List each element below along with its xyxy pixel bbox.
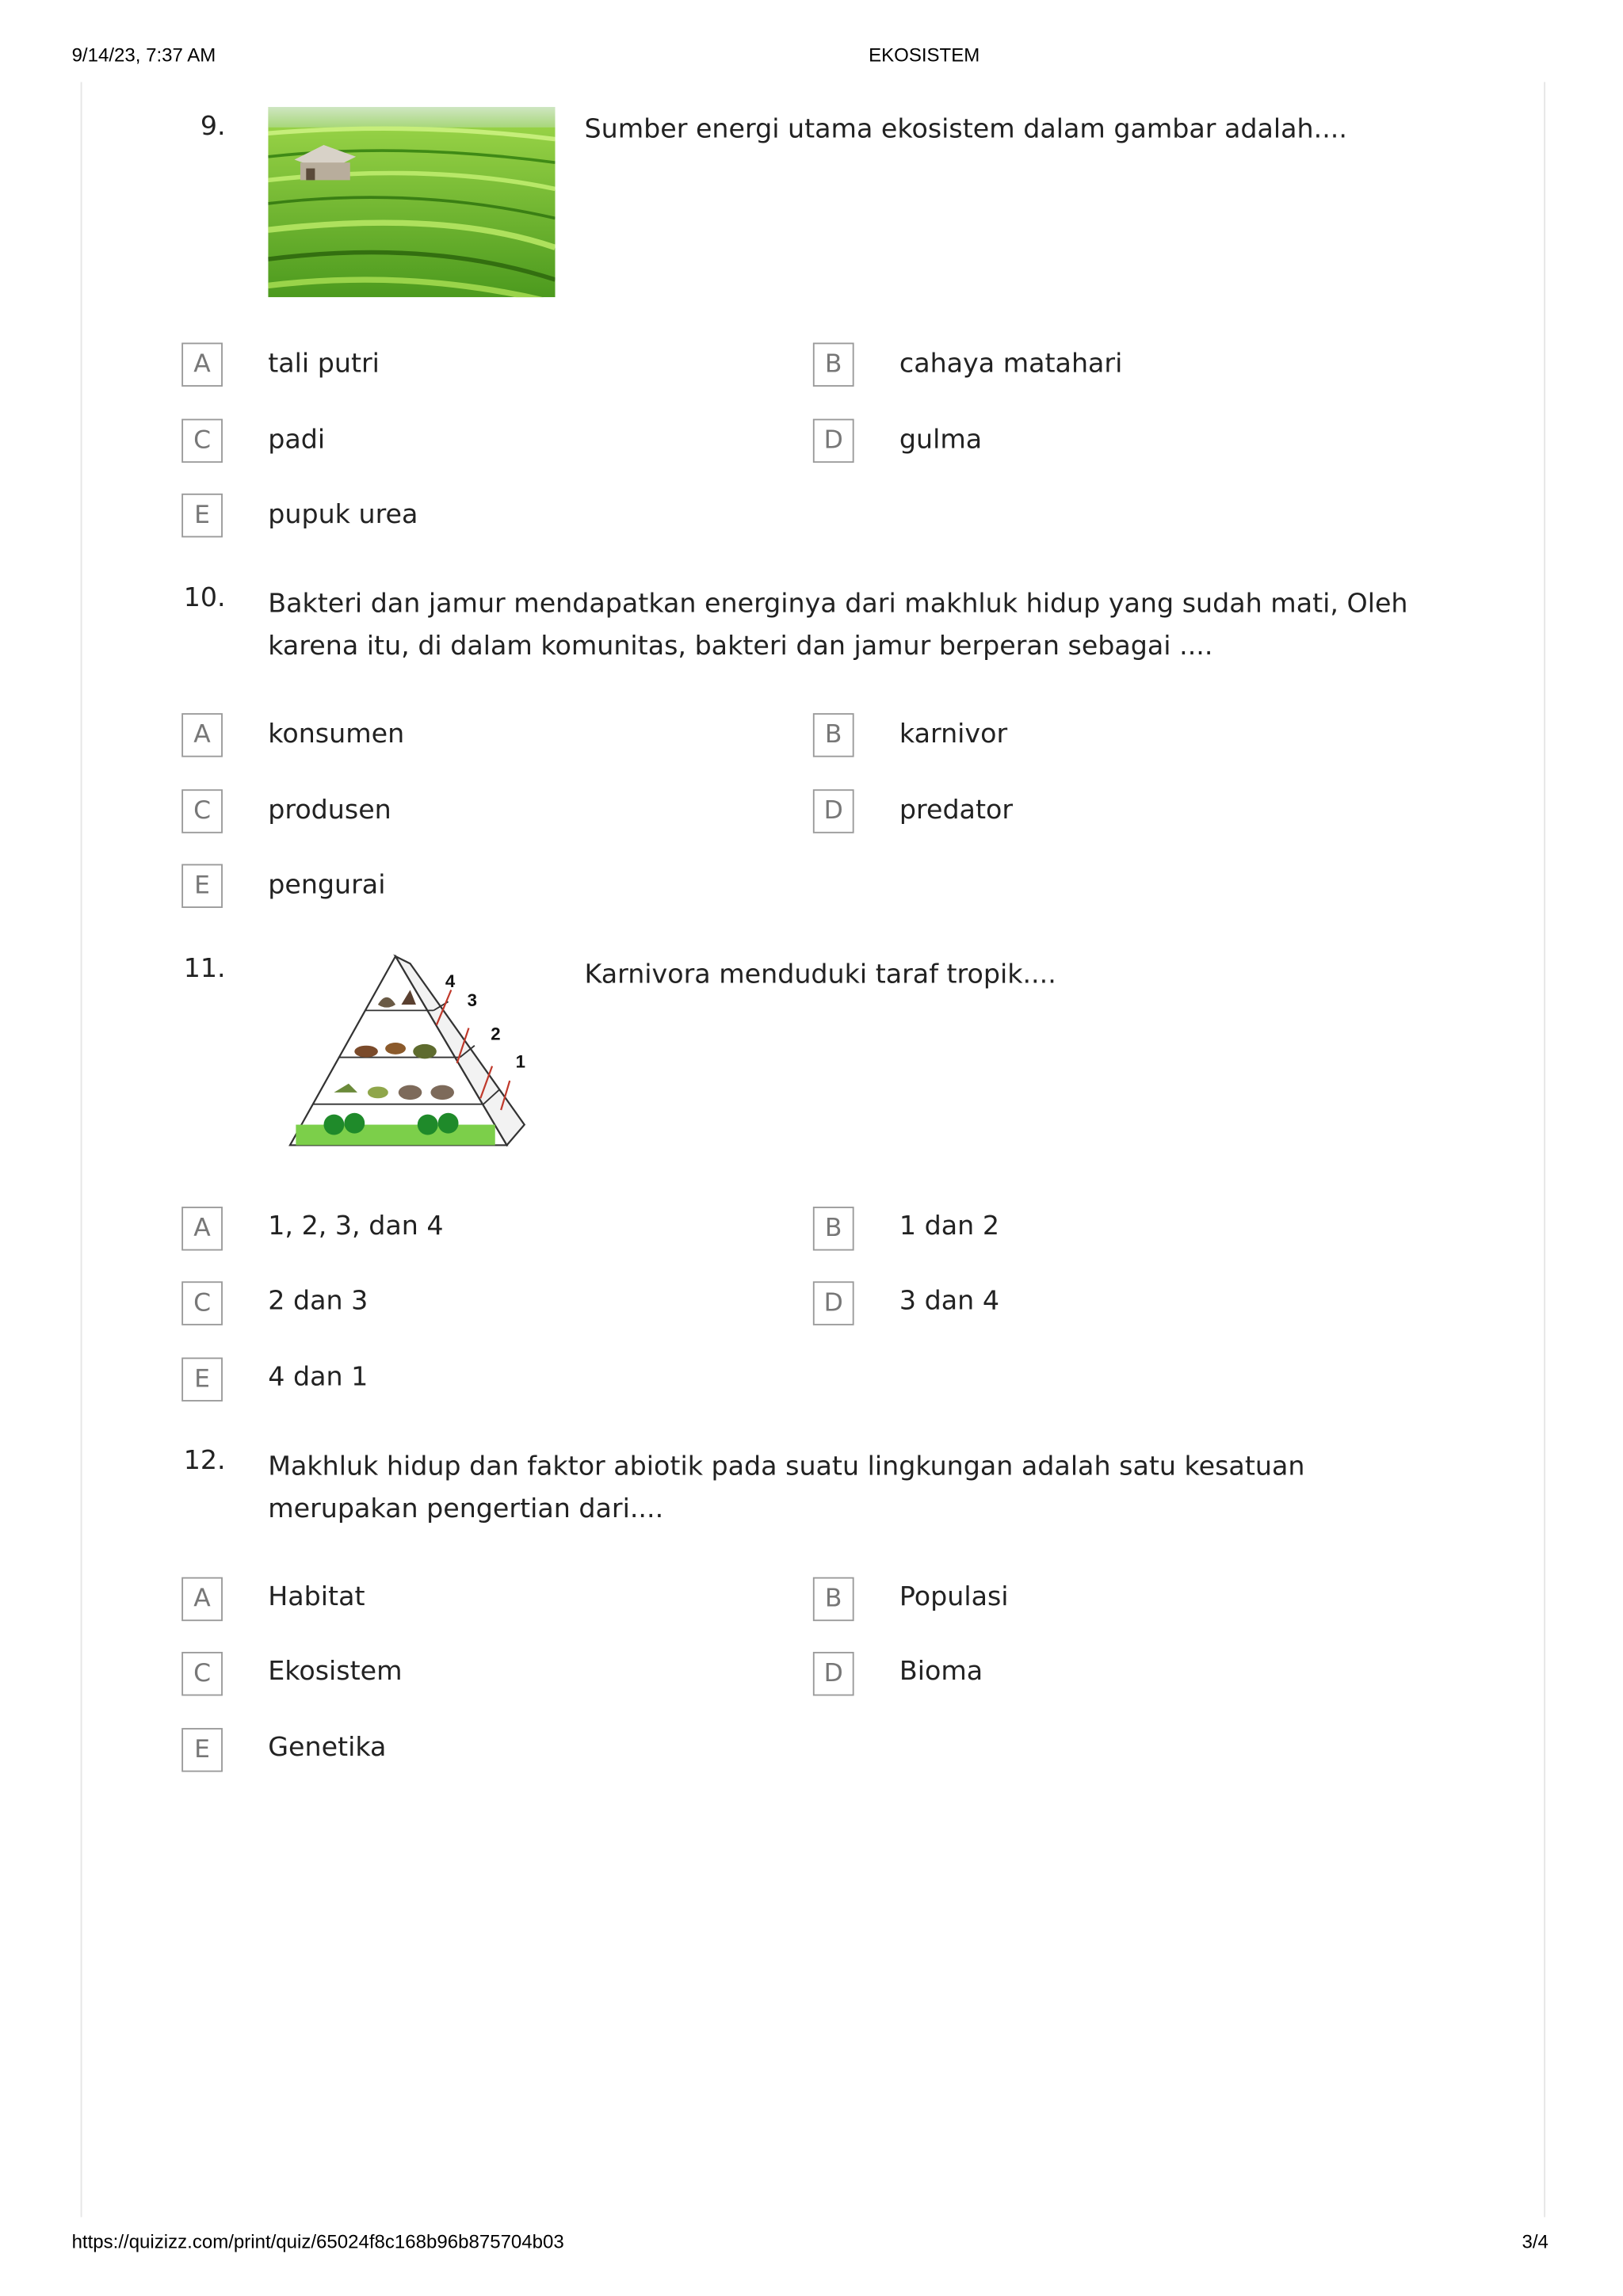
option-letter: C — [181, 789, 223, 833]
option-text: 2 dan 3 — [268, 1285, 369, 1317]
option-text: karnivor — [899, 719, 1008, 750]
question-text-line-2: merupakan pengertian dari.... — [268, 1493, 664, 1525]
option-letter: E — [181, 494, 223, 537]
option-letter: A — [181, 1207, 223, 1250]
option-letter: D — [813, 1281, 854, 1325]
option-letter: C — [181, 1652, 223, 1695]
left-border — [81, 82, 82, 2218]
option-letter: A — [181, 1577, 223, 1621]
question-number: 9. — [200, 111, 226, 143]
option-letter: C — [181, 419, 223, 463]
option-letter: B — [813, 1207, 854, 1250]
question-text-line-1: Bakteri dan jamur mendapatkan energinya dari makhluk hidup yang sudah mati, Oleh — [268, 589, 1408, 620]
option-text: Genetika — [268, 1732, 387, 1764]
pyramid-level-3: 3 — [467, 990, 477, 1010]
question-number: 10. — [183, 582, 226, 614]
print-datetime: 9/14/23, 7:37 AM — [71, 44, 216, 67]
option-letter: D — [813, 789, 854, 833]
question-text-line-1: Makhluk hidup dan faktor abiotik pada suatu lingkungan adalah satu kesatuan — [268, 1451, 1305, 1482]
option-letter: D — [813, 1652, 854, 1695]
option-text: Bioma — [899, 1656, 983, 1688]
option-text: 3 dan 4 — [899, 1285, 999, 1317]
pyramid-level-1: 1 — [515, 1051, 525, 1072]
option-letter: A — [181, 713, 223, 757]
option-letter: B — [813, 713, 854, 757]
option-text: cahaya matahari — [899, 348, 1123, 379]
option-text: produsen — [268, 795, 391, 826]
question-text: Karnivora menduduki taraf tropik.... — [584, 959, 1056, 990]
question-text: Sumber energi utama ekosistem dalam gambar adalah.... — [584, 114, 1347, 145]
option-text: gulma — [899, 425, 983, 456]
option-text: 1, 2, 3, dan 4 — [268, 1211, 444, 1242]
page-title: EKOSISTEM — [869, 44, 980, 67]
option-text: Habitat — [268, 1581, 365, 1613]
question-number: 11. — [183, 953, 226, 985]
pyramid-level-4: 4 — [445, 971, 456, 991]
option-letter: E — [181, 864, 223, 908]
option-text: pupuk urea — [268, 499, 418, 531]
option-letter: E — [181, 1728, 223, 1772]
option-text: Populasi — [899, 1581, 1009, 1613]
option-text: konsumen — [268, 719, 405, 750]
pyramid-level-2: 2 — [491, 1024, 501, 1044]
question-text-line-2: karena itu, di dalam komunitas, bakteri dan jamur berperan sebagai .... — [268, 631, 1213, 662]
option-letter: A — [181, 343, 223, 387]
option-text: predator — [899, 795, 1014, 826]
rice-field-image — [268, 107, 555, 297]
option-letter: B — [813, 343, 854, 387]
trophic-pyramid-image — [287, 952, 533, 1154]
page-number: 3/4 — [1522, 2230, 1549, 2252]
option-text: pengurai — [268, 869, 386, 901]
question-number: 12. — [183, 1445, 226, 1477]
option-text: 1 dan 2 — [899, 1211, 999, 1242]
option-text: 4 dan 1 — [268, 1361, 369, 1393]
option-letter: E — [181, 1357, 223, 1401]
footer-url[interactable]: https://quizizz.com/print/quiz/65024f8c168b96b875704b03 — [71, 2230, 564, 2252]
option-text: Ekosistem — [268, 1656, 403, 1688]
option-letter: C — [181, 1281, 223, 1325]
option-text: padi — [268, 425, 326, 456]
option-letter: D — [813, 419, 854, 463]
option-letter: B — [813, 1577, 854, 1621]
option-text: tali putri — [268, 348, 380, 379]
right-border — [1544, 82, 1545, 2218]
